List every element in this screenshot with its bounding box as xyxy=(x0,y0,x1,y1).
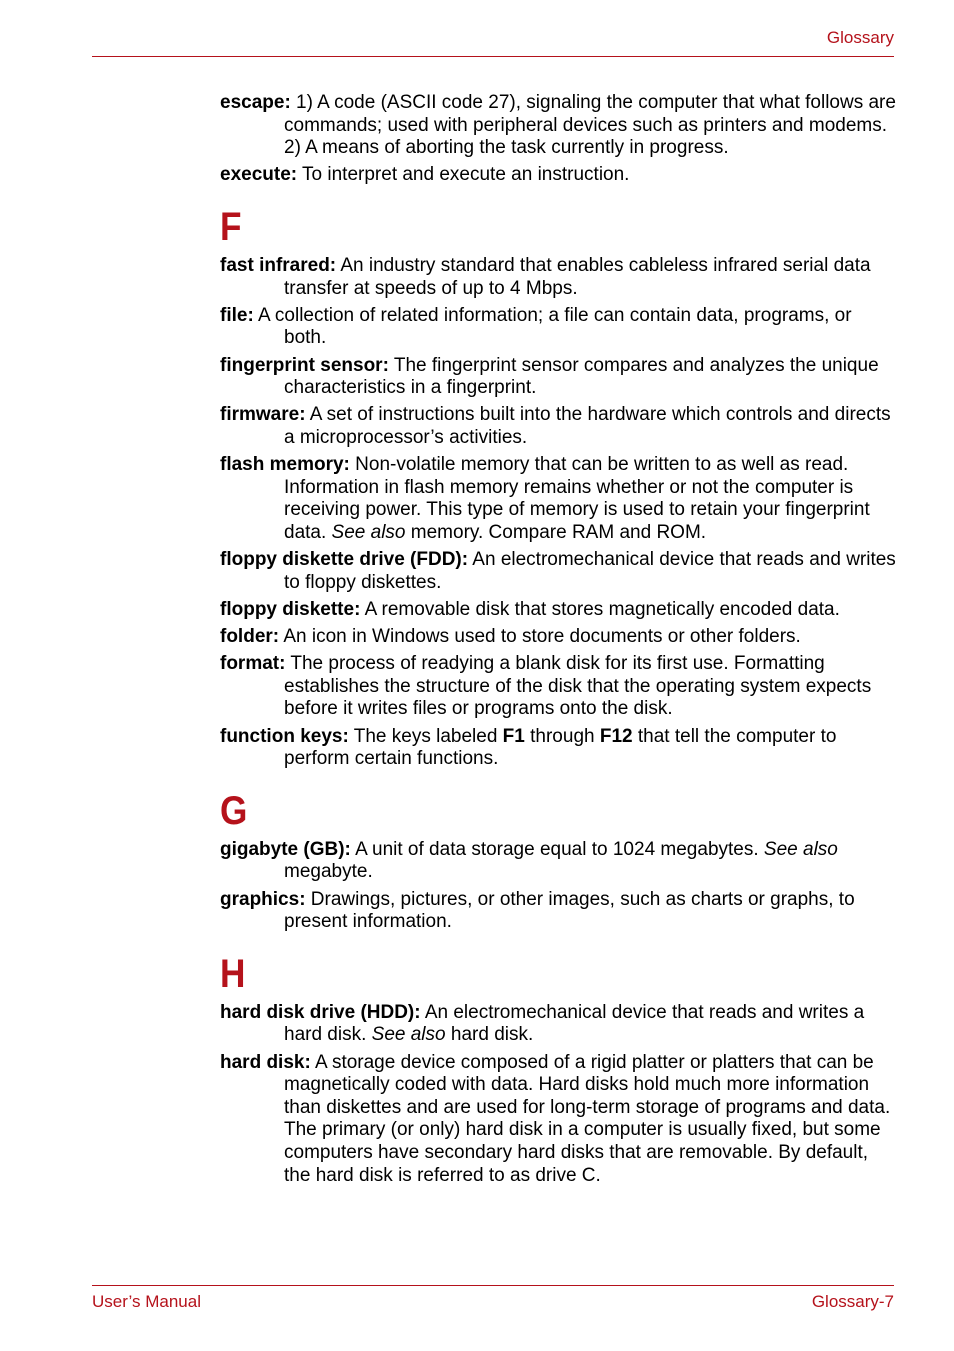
glossary-entry-execute xyxy=(220,164,896,187)
footer-manual-title: User’s Manual xyxy=(92,1292,201,1311)
entry-definition: An electromechanical device that reads and writes to floppy diskettes. xyxy=(284,549,896,593)
glossary-entry-graphics xyxy=(220,889,896,934)
entry-term: flash memory: xyxy=(220,454,350,476)
entry-term: gigabyte (GB): xyxy=(220,838,351,860)
glossary-entry-hard-disk-drive xyxy=(220,1002,896,1047)
entry-term: floppy diskette: xyxy=(220,598,361,620)
entry-definition-2: 2) A means of aborting the task currently in progress. xyxy=(284,137,729,159)
glossary-entry-fingerprint-sensor xyxy=(220,355,896,400)
see-also-text: See also xyxy=(763,838,838,860)
entry-definition: The process of readying a blank disk for its first use. Formatting establishes the structure of the disk that the operating system expects before it writes files or programs onto the disk. xyxy=(284,653,872,720)
entry-definition: An electromechanical device that reads and writes a hard disk. xyxy=(284,1001,865,1046)
entry-definition-end: hard disk. xyxy=(445,1024,534,1046)
entry-term: hard disk: xyxy=(220,1051,311,1073)
key-f12: F12 xyxy=(599,725,633,747)
footer-rule xyxy=(92,1285,894,1286)
section-letter-f: F xyxy=(220,204,242,249)
entry-definition: The fingerprint sensor compares and analyzes the unique characteristics in a fingerprint. xyxy=(284,354,879,399)
entry-definition-mid: through xyxy=(524,725,600,747)
glossary-entry-format xyxy=(220,653,896,721)
entry-term: firmware: xyxy=(220,404,306,426)
entry-definition: A set of instructions built into the hardware which controls and directs a microprocessor’s activities. xyxy=(284,404,891,448)
entry-definition-end: megabyte. xyxy=(284,861,373,883)
entry-definition: An industry standard that enables cableless infrared serial data transfer at speeds of up to 4 Mbps. xyxy=(284,254,871,299)
entry-term: file: xyxy=(220,304,254,326)
glossary-entry-flash-memory xyxy=(220,454,896,544)
entry-term: escape: xyxy=(220,92,291,113)
glossary-entry-fast-infrared xyxy=(220,255,896,300)
key-f1: F1 xyxy=(502,725,525,747)
entry-definition-end: that tell the computer to perform certain functions. xyxy=(284,725,837,770)
entry-definition: A unit of data storage equal to 1024 megabytes. xyxy=(350,838,764,860)
entry-term: folder: xyxy=(220,626,280,648)
entry-definition: Non-volatile memory that can be written to as well as read. Information in flash memory remains whether or not the computer is receiving power. This type of memory is used to retain your fingerprint data. xyxy=(284,454,870,543)
entry-definition-end: memory. Compare RAM and ROM. xyxy=(405,521,707,543)
entry-term: floppy diskette drive (FDD): xyxy=(220,549,469,571)
entry-term: format: xyxy=(220,653,286,675)
entry-definition: The keys labeled xyxy=(348,725,503,747)
entry-definition: An icon in Windows used to store documents or other folders. xyxy=(279,626,801,648)
footer-page-number: Glossary-7 xyxy=(811,1292,894,1311)
entry-definition: A storage device composed of a rigid platter or platters that can be magnetically coded with data. Hard disks hold much more information than diskettes and are used for long-term storage of programs and data. The primary (or only) hard disk in a computer is usually fixed, but some computers have secondary hard disks that are removable. By default, the hard disk is referred to as drive C. xyxy=(284,1051,891,1186)
glossary-entry-escape xyxy=(220,92,896,160)
header-rule xyxy=(92,56,894,57)
glossary-content xyxy=(220,92,896,1192)
entry-term: fast infrared: xyxy=(220,254,337,276)
entry-definition: A collection of related information; a file can contain data, programs, or both. xyxy=(253,304,852,349)
entry-definition: To interpret and execute an instruction. xyxy=(297,164,630,186)
entry-definition: A removable disk that stores magnetically encoded data. xyxy=(360,598,840,620)
section-letter-g: G xyxy=(220,788,248,833)
glossary-entry-folder xyxy=(220,626,896,649)
entry-term: fingerprint sensor: xyxy=(220,354,389,376)
entry-term: graphics: xyxy=(220,888,306,910)
entry-definition: Drawings, pictures, or other images, such as charts or graphs, to present information. xyxy=(284,888,855,933)
see-also-text: See also xyxy=(371,1024,446,1046)
glossary-entry-hard-disk xyxy=(220,1052,896,1188)
entry-term: execute: xyxy=(220,164,298,186)
see-also-text: See also xyxy=(331,521,406,543)
entry-term: hard disk drive (HDD): xyxy=(220,1001,421,1023)
section-letter-h: H xyxy=(220,951,246,996)
entry-definition: 1) A code (ASCII code 27), signaling the computer that what follows are commands; used with peripheral devices such as printers and modems. xyxy=(284,92,896,136)
glossary-entry-gigabyte xyxy=(220,839,896,884)
glossary-entry-firmware xyxy=(220,404,896,449)
glossary-entry-file xyxy=(220,305,896,350)
glossary-entry-floppy-diskette xyxy=(220,599,896,622)
entry-term: function keys: xyxy=(220,725,349,747)
glossary-entry-function-keys xyxy=(220,726,896,771)
page-header-title: Glossary xyxy=(826,28,894,47)
glossary-entry-floppy-diskette-drive xyxy=(220,549,896,594)
